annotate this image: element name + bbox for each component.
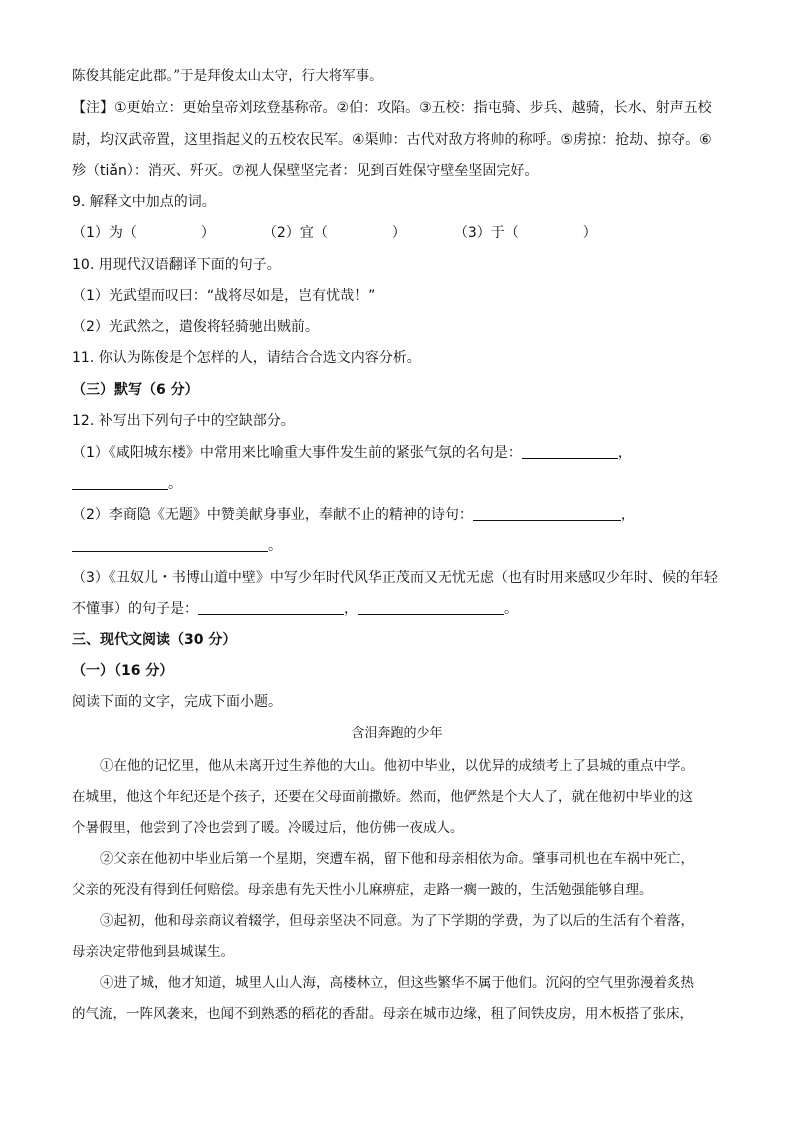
answer-blank[interactable] <box>72 475 168 490</box>
question-12-item-3: （3）《丑奴儿・书博山道中壁》中写少年时代风华正茂而又无忧无虑（也有时用来感叹少年时、候的年轻 <box>72 570 718 586</box>
article-paragraph: 的气流，一阵风袭来，也闻不到熟悉的稻花的香甜。母亲在城市边缘，租了间铁皮房，用木板搭了张床， <box>72 1006 693 1022</box>
section-heading: （三）默写（6 分） <box>72 382 199 398</box>
question-12-item-2: （2）李商隐《无题》中赞美献身事业，奉献不止的精神的诗句： ， <box>72 507 635 523</box>
question-12-item-1: （1）《咸阳城东楼》中常用来比喻重大事件发生前的紧张气氛的名句是： ， <box>72 445 632 461</box>
question-12-item-2-cont: 。 <box>72 536 722 556</box>
article-paragraph: 母亲决定带他到县城谋生。 <box>72 944 234 960</box>
article-paragraph: ④进了城，他才知道，城里人山人海，高楼林立，但这些繁华不属于他们。沉闷的空气里弥漫着炙热 <box>100 975 694 991</box>
answer-blank[interactable] <box>358 600 504 615</box>
question-12-item-1-cont: 。 <box>72 474 722 494</box>
article-paragraph: ③起初，他和母亲商议着辍学，但母亲坚决不同意。为了下学期的学费，为了以后的生活有个着落， <box>100 913 694 929</box>
question-10-item-1: （1）光武望而叹曰：“战将尽如是，岂有忧哉！” <box>72 288 376 304</box>
q9-item-1: （1）为（ <box>72 225 137 241</box>
question-11: 11. 你认为陈俊是个怎样的人，请结合合选文内容分析。 <box>72 350 421 366</box>
article-paragraph: 父亲的死没有得到任何赔偿。母亲患有先天性小儿麻痹症，走路一瘸一跛的，生活勉强能够自理。 <box>72 882 653 898</box>
subsection-heading: （一）（16 分） <box>72 663 174 679</box>
question-12: 12. 补写出下列句子中的空缺部分。 <box>72 413 295 429</box>
q9-item-2: （2）宜（ <box>262 225 328 241</box>
part-heading: 三、现代文阅读（30 分） <box>72 632 237 648</box>
answer-blank[interactable] <box>72 537 268 552</box>
answer-blank[interactable] <box>473 506 621 521</box>
article-paragraph: ②父亲在他初中毕业后第一个星期，突遭车祸，留下他和母亲相依为命。肇事司机也在车祸中死亡， <box>100 851 694 867</box>
question-9: 9. 解释文中加点的词。 <box>72 194 216 210</box>
article-title: 含泪奔跑的少年 <box>351 726 443 741</box>
reading-instruction: 阅读下面的文字，完成下面小题。 <box>72 694 282 710</box>
annotation-line: 尉，均汉武帝置，这里指起义的五校农民军。④渠帅：古代对敌方将帅的称呼。⑤虏掠：抢劫、掠夺。⑥ <box>72 132 712 148</box>
answer-blank[interactable] <box>522 444 618 459</box>
q9-item-3: （3）于（ <box>453 225 519 241</box>
question-10: 10. 用现代汉语翻译下面的句子。 <box>72 257 281 273</box>
annotation-line: 【注】①更始立：更始皇帝刘玹登基称帝。②伯：攻陷。③五校：指屯骑、步兵、越骑，长水、射声五校 <box>72 100 712 116</box>
question-9-items: （1）为（ ） （2）宜（ ） （3）于（ ） <box>72 225 597 241</box>
article-paragraph: 个暑假里，他尝到了冷也尝到了暖。冷暖过后，他仿佛一夜成人。 <box>72 820 464 836</box>
text-line: 陈俊其能定此郡。”于是拜俊太山太守，行大将军事。 <box>72 68 383 84</box>
annotation-line: 殄（tiǎn）：消灭、歼灭。⑦视人保壁坚完者：见到百姓保守壁垒坚固完好。 <box>72 163 539 179</box>
article-paragraph: 在城里，他这个年纪还是个孩子，还要在父母面前撒娇。然而，他俨然是个大人了，就在他初中毕业的这 <box>72 789 693 805</box>
question-10-item-2: （2）光武然之，遣俊将轻骑驰出贼前。 <box>72 319 319 335</box>
answer-blank[interactable] <box>198 600 344 615</box>
question-12-item-3-cont: 不懂事）的句子是： ， 。 <box>72 601 518 617</box>
article-paragraph: ①在他的记忆里，他从未离开过生养他的大山。他初中毕业，以优异的成绩考上了县城的重点中学。 <box>100 758 694 774</box>
